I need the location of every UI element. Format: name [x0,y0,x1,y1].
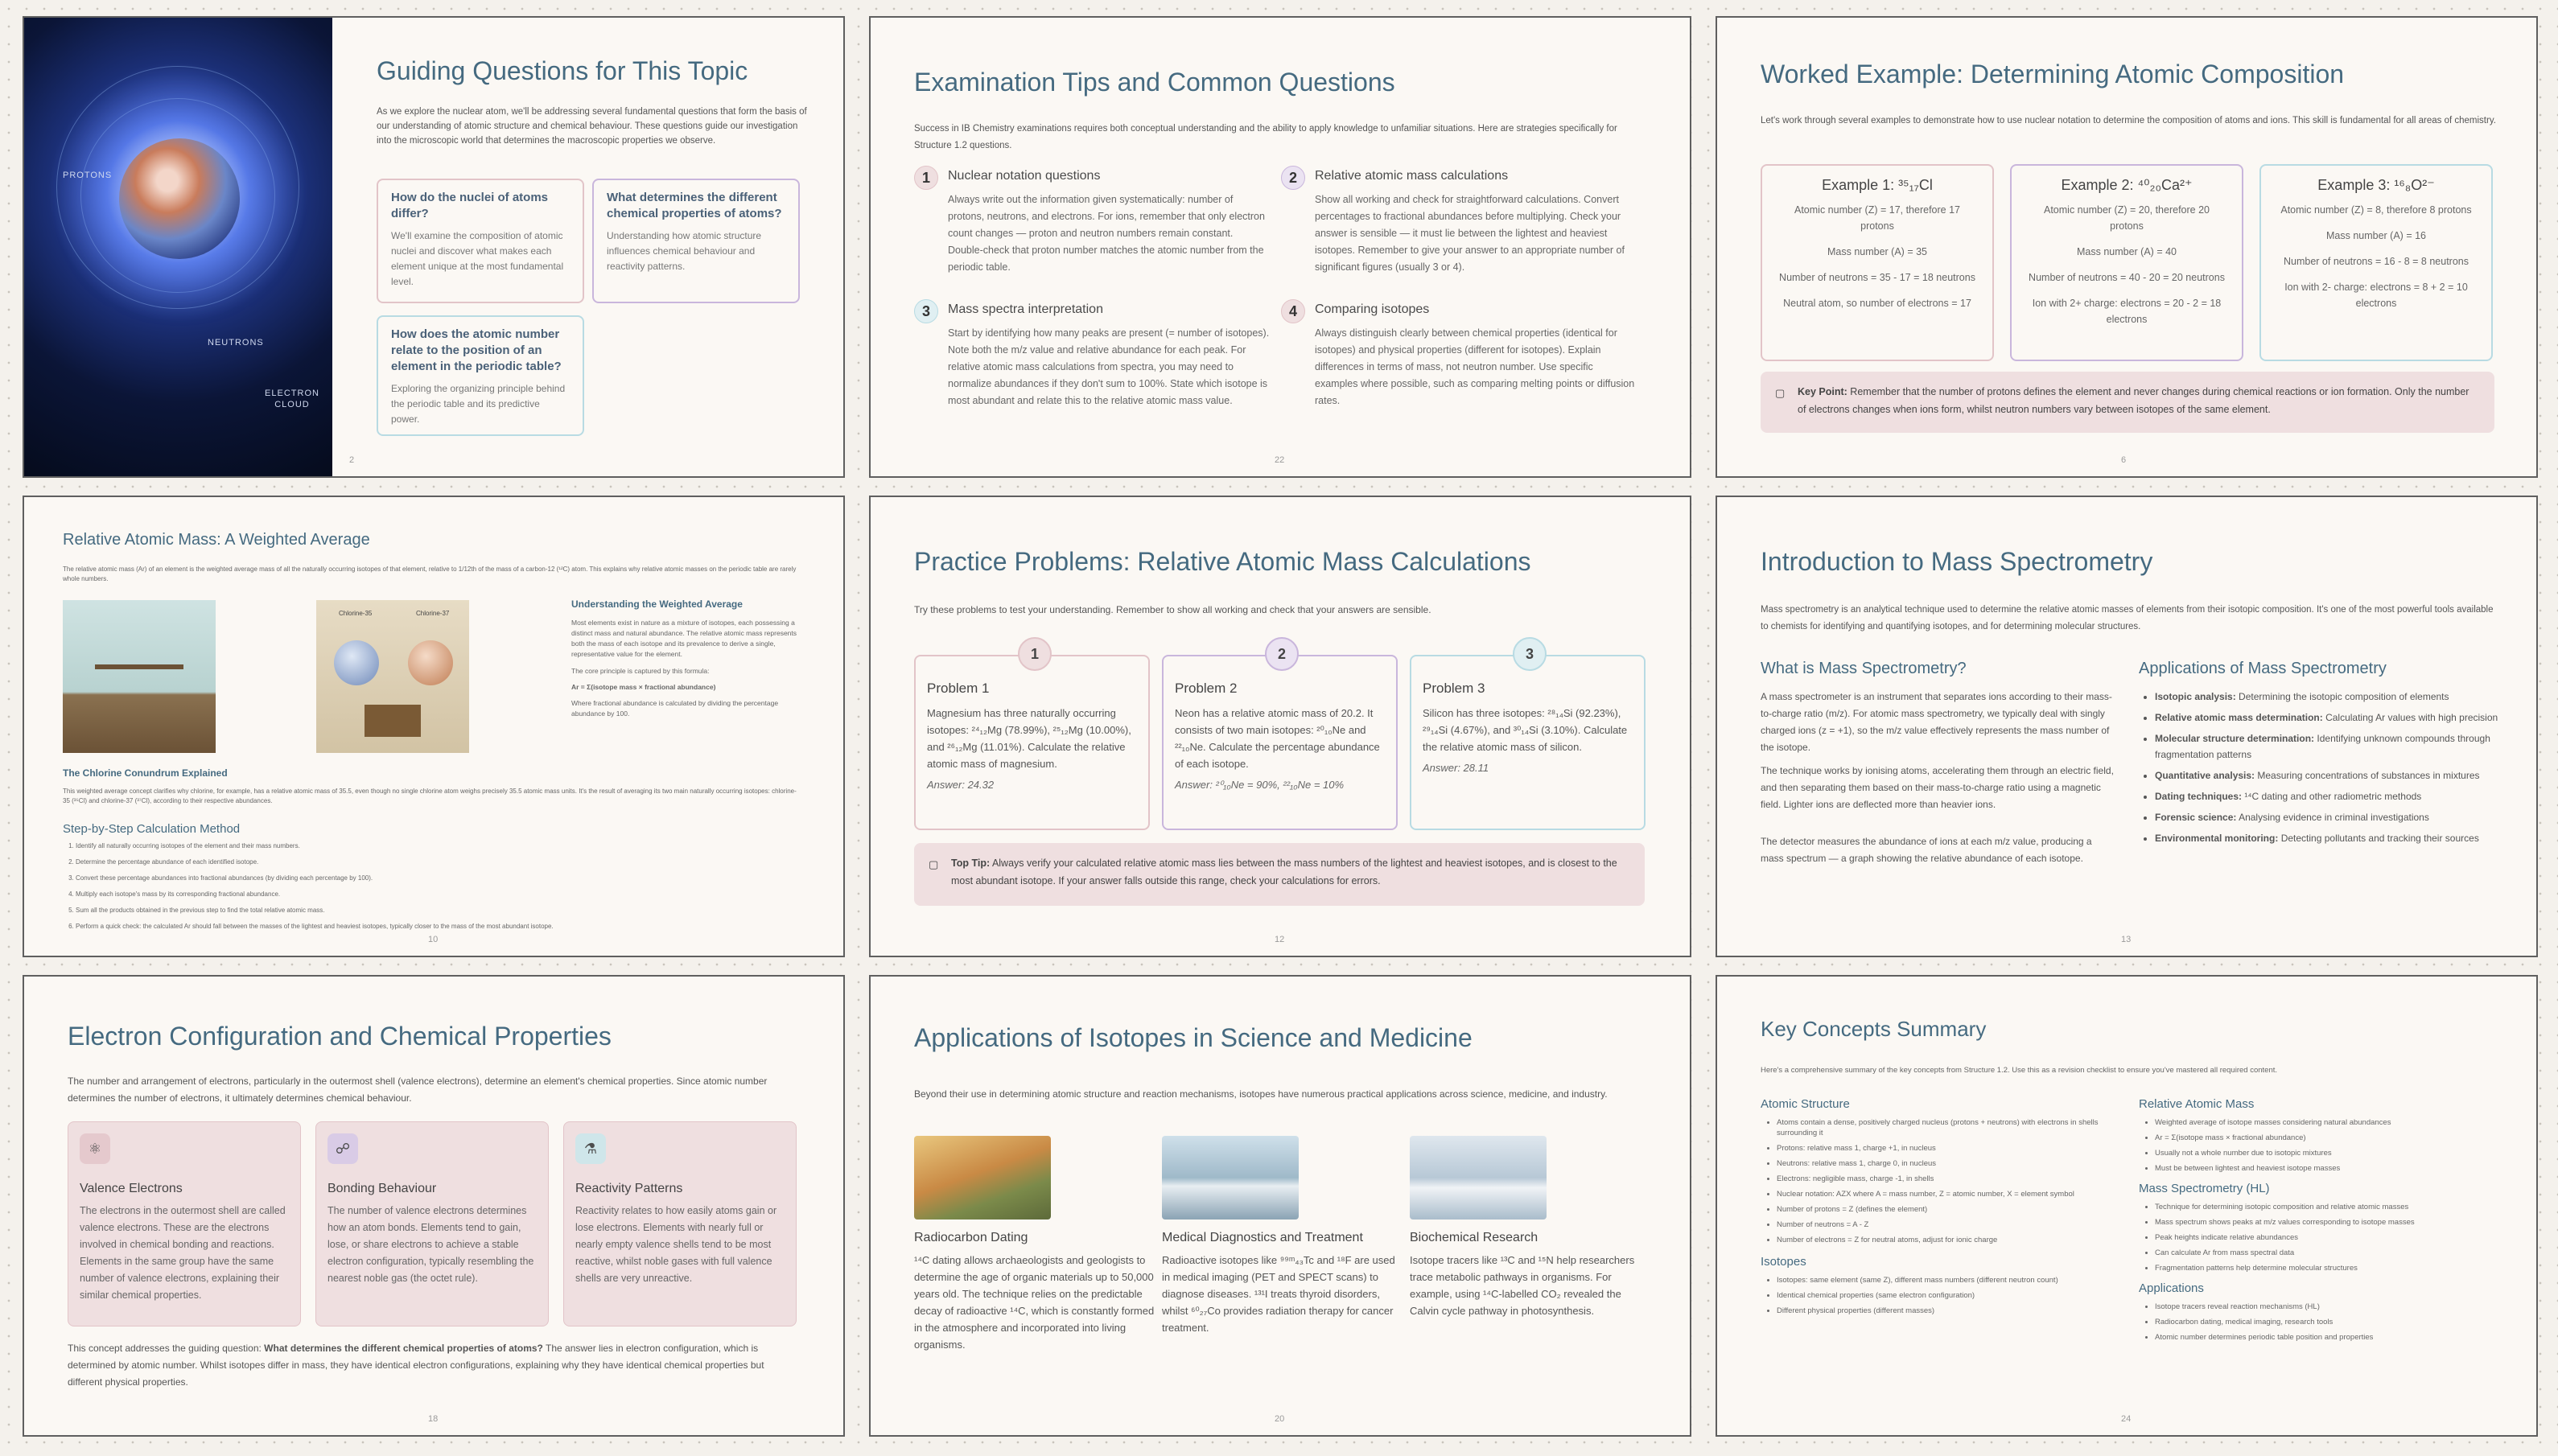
application-item [1162,1136,1403,1336]
slide-intro: Success in IB Chemistry examinations requires both conceptual understanding and the ability to apply knowledge to unfamiliar situations. Here are strategies specifically for Structure 1.2 questions. [914,124,1617,150]
slide-title: Practice Problems: Relative Atomic Mass Calculations [914,547,1531,576]
slide-title: Applications of Isotopes in Science and Medicine [914,1023,1473,1052]
atom-icon [334,640,379,685]
tip-number: 3 [914,299,938,323]
list-item: • Quantitative analysis: Measuring concentrations of substances in mixtures [2155,767,2509,784]
problem-text: Magnesium has three naturally occurring isotopes: ²⁴₁₂Mg (78.99%), ²⁵₁₂Mg (10.00%), and ²⁶₁₂Mg (11.01%). Calculate the relative atomic mass of magnesium. [927,707,1131,770]
label-electron-cloud: ELECTRON CLOUD [265,389,319,409]
tip-title: Relative atomic mass calculations [1315,169,1509,183]
slide-intro: As we explore the nuclear atom, we'll be addressing several fundamental questions that form the basis of our understanding of atomic structure and chemical behaviour. These questions guide our investigation into the microscopic world that determines the macroscopic properties we observe. [377,107,807,146]
list-item: • Protons: relative mass 1, charge +1, in nucleus [1777,1143,2115,1154]
problem-number-badge: 1 [1018,637,1052,671]
question-card[interactable] [592,179,800,303]
slide-title: Relative Atomic Mass: A Weighted Average [63,531,370,549]
steps-list [63,838,816,935]
tip-text: Always write out the information given systematically: number of protons, neutrons, and electrons. For ions, remember that only electron count changes — proton and neutron numbers remain constant. Double-check that proton number matches the atomic number from the periodic table. [948,194,1265,273]
application-item [1410,1136,1651,1319]
example-line: Atomic number (Z) = 8, therefore 8 protons [2280,204,2472,216]
tip-title: Comparing isotopes [1315,302,1430,316]
slide-title: Electron Configuration and Chemical Properties [68,1022,612,1051]
question-text: We'll examine the composition of atomic nuclei and discover what makes each element unique at the most fundamental level. [391,230,564,287]
application-text: Radioactive isotopes like ⁹⁹ᵐ₄₃Tc and ¹⁸F are used in medical imaging (PET and SPECT scans) to diagnose diseases. ¹³¹I treats thyroid disorders, whilst ⁶⁰₂₇Co provides radiation therapy for cancer treatment. [1162,1254,1395,1334]
concept-card [563,1121,797,1326]
application-title: Radiocarbon Dating [914,1231,1028,1244]
question-title: What determines the different chemical properties of atoms? [607,191,782,220]
question-card[interactable] [377,179,584,303]
list-item: • Nuclear notation: AZX where A = mass number, Z = atomic number, X = element symbol [1777,1189,2115,1199]
page-number: 22 [1275,455,1285,465]
step-item: 5. Sum all the products obtained in the previous step to find the total relative atomic mass. [76,903,816,919]
slide-intro: The relative atomic mass (Ar) of an element is the weighted average mass of all the naturally occurring isotopes of that element, relative to 1/12th of the mass of a carbon-12 (¹²C) atom. This explains why relative atomic masses on the periodic table are rarely whole numbers. [63,566,797,582]
applications-list [2139,689,2509,851]
summary-list [2139,1302,2493,1343]
list-item: • Dating techniques: ¹⁴C dating and other radiometric methods [2155,788,2509,804]
section-title: Applications [2139,1281,2204,1295]
summary-list [1761,1275,2115,1316]
tip-title: Nuclear notation questions [948,169,1101,183]
list-item: • Weighted average of isotope masses considering natural abundances [2155,1117,2493,1128]
atom-illustration [24,18,332,476]
slide-worked-example[interactable] [1716,16,2538,478]
list-item: • Neutrons: relative mass 1, charge 0, in nucleus [1777,1158,2115,1169]
example-line: Neutral atom, so number of electrons = 17 [1783,298,1971,309]
list-item: • Number of neutrons = A - Z [1777,1220,2115,1230]
question-text: Understanding how atomic structure influences chemical behaviour and reactivity patterns. [607,230,762,272]
page-number: 10 [428,935,439,944]
slide-intro: The number and arrangement of electrons, particularly in the outermost shell (valence electrons), determine an element's chemical properties. Since atomic number determines the number of electrons, it ultimately determines chemical behaviour. [68,1076,768,1104]
application-text: ¹⁴C dating allows archaeologists and geologists to determine the age of organic materials up to 50,000 years old. The technique relies on the predictable decay of radioactive ¹⁴C, which is constantly formed in the atmosphere and incorporated into living organisms. [914,1254,1155,1351]
radiocarbon-dating-image [914,1136,1051,1220]
slide-title: Key Concepts Summary [1761,1017,1987,1041]
application-title: Biochemical Research [1410,1231,1539,1244]
list-item: • Number of protons = Z (defines the element) [1777,1204,2115,1215]
list-item: • Ar = Σ(isotope mass × fractional abundance) [2155,1133,2493,1143]
lab-research-image [1410,1136,1547,1220]
atom-icon [408,640,453,685]
summary-list [2139,1202,2493,1273]
tip-number: 1 [914,166,938,190]
balance-scale-photo [63,600,216,753]
step-item: 6. Perform a quick check: the calculated Ar should fall between the masses of the lightest and heaviest isotopes, typically closer to the mass of the most abundant isotope. [76,919,816,935]
example-card [2259,164,2493,361]
question-text: Exploring the organizing principle behind the periodic table and its predictive power. [391,383,566,425]
tip-text: Always distinguish clearly between chemical properties (identical for isotopes) and physical properties (different for isotopes). Explain differences in terms of mass, not neutron number. Use specific examples where possible, such as comparing melting points or diffusion rates. [1315,327,1635,406]
list-item: • Number of electrons = Z for neutral atoms, adjust for ionic charge [1777,1235,2115,1245]
tip-text: Show all working and check for straightforward calculations. Convert percentages to fractional abundances before multiplying. Check your answer is sensible — it must lie between the lightest and heaviest isotopes. Remember to give your answer to an appropriate number of significant figures (usually 3 or 4). [1315,194,1625,273]
page-number: 12 [1275,935,1285,944]
problem-title: Problem 1 [927,681,990,696]
flask-icon: ⚗ [575,1133,606,1164]
section-title: Atomic Structure [1761,1097,1850,1111]
section-title: Understanding the Weighted Average [571,598,743,610]
list-item: • Atomic number determines periodic table position and properties [2155,1332,2493,1343]
concept-card [315,1121,549,1326]
paragraph: Where fractional abundance is calculated by dividing the percentage abundance by 100. [571,699,779,718]
note-icon: ▢ [929,858,939,870]
problem-answer: Answer: 24.32 [927,779,995,791]
orbit-ring [80,98,275,293]
section-title: Relative Atomic Mass [2139,1097,2255,1111]
problem-answer: Answer: ²⁰₁₀Ne = 90%, ²²₁₀Ne = 10% [1175,779,1345,791]
key-point-text: Remember that the number of protons defines the element and never changes during chemical reactions or ion formation. Only the number of electrons changes when ions form, whilst neutron numbers vary between isotopes of the same element. [1798,386,2469,415]
slide-intro: Mass spectrometry is an analytical technique used to determine the relative atomic masses of elements from their isotopic composition. It's one of the most powerful tools available to chemists for identifying and quantifying isotopes, and for determining molecular structures. [1761,605,2494,631]
slide-exam-tips[interactable] [869,16,1691,478]
summary-column-left [1761,1097,2115,1321]
list-item: • Usually not a whole number due to isotopic mixtures [2155,1148,2493,1158]
section-title: What is Mass Spectrometry? [1761,660,1967,677]
card-title: Valence Electrons [80,1182,183,1195]
example-line: Number of neutrons = 16 - 8 = 8 neutrons [2284,256,2469,267]
example-line: Number of neutrons = 40 - 20 = 20 neutrons [2029,272,2225,283]
list-item: • Molecular structure determination: Identifying unknown compounds through fragmentation patterns [2155,730,2509,763]
slide-mass-spectrometry[interactable] [1716,496,2538,957]
card-text: Reactivity relates to how easily atoms gain or lose electrons. Elements with nearly full or nearly empty valence shells tend to be most reactive, whilst noble gases with full valence shells are very unreactive. [575,1205,777,1284]
paragraph: Most elements exist in nature as a mixture of isotopes, each possessing a distinct mass and natural abundance. The relative atomic mass represents both the mass of each isotope and its prevalence to derive a single, representative value for the element. [571,619,797,658]
section-title: The Chlorine Conundrum Explained [63,767,228,779]
section-title: Step-by-Step Calculation Method [63,822,241,836]
problem-card [1162,655,1398,830]
paragraph: The technique works by ionising atoms, accelerating them through an electric field, and then separating them based on their mass-to-charge ratio using a magnetic field. Lighter ions are deflected more than heavier ions. [1761,765,2114,810]
section-title: Isotopes [1761,1255,1806,1269]
problem-text: Silicon has three isotopes: ²⁸₁₄Si (92.23%), ²⁹₁₄Si (4.67%), and ³⁰₁₄Si (3.10%). Calculate the relative atomic mass of silicon. [1423,707,1628,753]
application-text: Isotope tracers like ¹³C and ¹⁵N help researchers trace metabolic pathways in organisms. For example, using ¹⁴C-labelled CO₂ revealed the Calvin cycle pathway in photosynthesis. [1410,1254,1635,1317]
note-icon: ▢ [1775,387,1786,399]
top-tip-text: Always verify your calculated relative atomic mass lies between the mass numbers of the lightest and heaviest isotopes, and is closest to the most abundant isotope. If your answer falls outside this range, check your calculations for errors. [951,858,1617,886]
problem-number-badge: 3 [1513,637,1547,671]
list-item: • Mass spectrum shows peaks at m/z values corresponding to isotope masses [2155,1217,2493,1228]
list-item: • Isotopic analysis: Determining the isotopic composition of elements [2155,689,2509,705]
slide-relative-atomic-mass[interactable] [23,496,845,957]
example-line: Atomic number (Z) = 17, therefore 17 protons [1794,204,1960,232]
summary-column-right [2139,1097,2493,1347]
problem-answer: Answer: 28.11 [1423,762,1489,774]
example-line: Mass number (A) = 35 [1827,246,1927,257]
slide-isotope-applications[interactable] [869,975,1691,1437]
list-item: • Atoms contain a dense, positively charged nucleus (protons + neutrons) with electrons in shells surrounding it [1777,1117,2115,1138]
list-item: • Forensic science: Analysing evidence in criminal investigations [2155,809,2509,825]
page-number: 18 [428,1414,439,1424]
problem-card [914,655,1150,830]
slide-title: Guiding Questions for This Topic [377,56,748,85]
summary-list [2139,1117,2493,1174]
list-item: • Different physical properties (different masses) [1777,1306,2115,1316]
slide-intro: Let's work through several examples to demonstrate how to use nuclear notation to determine the composition of atoms and ions. This skill is fundamental for all areas of chemistry. [1761,116,2496,125]
list-item: • Radiocarbon dating, medical imaging, research tools [2155,1317,2493,1327]
paragraph: The detector measures the abundance of ions at each m/z value, producing a mass spectrum — a graph showing the relative abundance of each isotope. [1761,836,2092,864]
tip-title: Mass spectra interpretation [948,302,1103,316]
medical-imaging-image [1162,1136,1299,1220]
tip-number: 4 [1281,299,1305,323]
label-cl37: Chlorine-37 [416,610,450,617]
application-title: Medical Diagnostics and Treatment [1162,1231,1363,1244]
question-title: How does the atomic number relate to the position of an element in the periodic table? [391,327,562,373]
list-item: • Isotopes: same element (same Z), different mass numbers (different neutron count) [1777,1275,2115,1285]
key-point-box [1761,372,2494,433]
slide-title: Introduction to Mass Spectrometry [1761,547,2153,576]
conclusion-text: This concept addresses the guiding question: What determines the different chemical properties of atoms? The answer lies in electron configuration, which is determined by atomic number. Whilst isotopes differ in mass, they have identical electron configurations, explaining why they have identical chemical properties but different physical properties. [68,1343,764,1388]
slide-key-concepts-summary[interactable] [1716,975,2538,1437]
slide-intro: Beyond their use in determining atomic structure and reaction mechanisms, isotopes have numerous practical applications across science, medicine, and industry. [914,1088,1608,1100]
section-title: Applications of Mass Spectrometry [2139,660,2387,677]
problem-card [1410,655,1646,830]
atom-icon: ⚛ [80,1133,110,1164]
top-tip-box [914,843,1645,906]
list-item: • Technique for determining isotopic composition and relative atomic masses [2155,1202,2493,1212]
list-item: • Relative atomic mass determination: Calculating Ar values with high precision [2155,709,2509,726]
section-title: Mass Spectrometry (HL) [2139,1182,2270,1195]
page-number: 24 [2121,1414,2132,1424]
card-title: Reactivity Patterns [575,1182,683,1195]
problem-text: Neon has a relative atomic mass of 20.2. It consists of two main isotopes: ²⁰₁₀Ne and ²²₁₀Ne. Calculate the percentage abundance of each isotope. [1175,707,1380,770]
list-item: • Can calculate Ar from mass spectral data [2155,1248,2493,1258]
step-item: 2. Determine the percentage abundance of each identified isotope. [76,854,816,870]
question-card[interactable] [377,315,584,436]
application-item [914,1136,1155,1353]
label-neutrons: NEUTRONS [208,338,264,348]
list-item: • Must be between lightest and heaviest isotope masses [2155,1163,2493,1174]
paragraph: A mass spectrometer is an instrument that separates ions according to their mass-to-charge ratio (m/z). For atomic mass spectrometry, we typically deal with singly charged ions (z = +1), so the m/z value effectively represents the mass number of the isotope. [1761,691,2112,753]
card-title: Bonding Behaviour [327,1182,437,1195]
slide-practice-problems[interactable] [869,496,1691,957]
card-text: The electrons in the outermost shell are called valence electrons. These are the electrons involved in chemical bonding and reactions. Elements in the same group have the same number of valence electrons, explaining their similar chemical properties. [80,1205,286,1301]
example-card [1761,164,1994,361]
scale-beam [95,664,183,669]
list-item: • Environmental monitoring: Detecting pollutants and tracking their sources [2155,830,2509,846]
formula: Ar = Σ(isotope mass × fractional abundance) [571,683,716,691]
tip-number: 2 [1281,166,1305,190]
question-title: How do the nuclei of atoms differ? [391,191,549,220]
card-text: The number of valence electrons determines how an atom bonds. Elements tend to gain, lose, or share electrons to achieve a stable electron configuration, typically resembling the nearest noble gas (the octet rule). [327,1205,534,1284]
page-number: 13 [2121,935,2132,944]
slide-title: Examination Tips and Common Questions [914,68,1395,97]
list-item: • Identical chemical properties (same electron configuration) [1777,1290,2115,1301]
problem-title: Problem 2 [1175,681,1238,696]
example-card [2010,164,2243,361]
chlorine-isotopes-illustration [316,600,469,753]
list-item: • Isotope tracers reveal reaction mechanisms (HL) [2155,1302,2493,1312]
list-item: • Peak heights indicate relative abundances [2155,1232,2493,1243]
example-title: Example 1: ³⁵₁₇Cl [1822,177,1933,193]
example-line: Ion with 2+ charge: electrons = 20 - 2 = 18 electrons [2032,298,2222,325]
example-line: Mass number (A) = 16 [2325,230,2426,241]
step-item: 3. Convert these percentage abundances into fractional abundances (by dividing each percentage by 100). [76,870,816,886]
step-item: 4. Multiply each isotope's mass by its corresponding fractional abundance. [76,886,816,903]
example-line: Ion with 2- charge: electrons = 8 + 2 = 10 electrons [2284,282,2468,309]
list-item: • Fragmentation patterns help determine molecular structures [2155,1263,2493,1273]
top-tip-label: Top Tip: [951,858,991,869]
label-cl35: Chlorine-35 [339,610,373,617]
label-protons: PROTONS [63,171,113,180]
paragraph: The core principle is captured by this formula: [571,667,710,675]
scale-base [365,705,421,737]
list-item: • Electrons: negligible mass, charge -1, in shells [1777,1174,2115,1184]
page-number: 6 [2121,455,2127,465]
example-line: Atomic number (Z) = 20, therefore 20 protons [2044,204,2210,232]
slide-intro: Here's a comprehensive summary of the key concepts from Structure 1.2. Use this as a revision checklist to ensure you've mastered all required content. [1761,1066,2278,1075]
summary-list [1761,1117,2115,1245]
concept-card [68,1121,301,1326]
example-line: Mass number (A) = 40 [2076,246,2177,257]
example-title: Example 3: ¹⁶₈O²⁻ [2317,177,2435,193]
slide-electron-configuration[interactable] [23,975,845,1437]
slide-title: Worked Example: Determining Atomic Composition [1761,60,2345,88]
page-number: 2 [349,455,355,465]
link-icon: ☍ [327,1133,358,1164]
slide-intro: Try these problems to test your understanding. Remember to show all working and check that your answers are sensible. [914,604,1431,615]
page-number: 20 [1275,1414,1285,1424]
paragraph: This weighted average concept clarifies why chlorine, for example, has a relative atomic mass of 35.5, even though no single chlorine atom weighs precisely 35.5 atomic mass units. It's the result of averaging its two main naturally occurring isotopes: chlorine-35 (³⁵Cl) and chlorine-37 (³⁷Cl), according to their respective abundances. [63,788,797,804]
example-line: Number of neutrons = 35 - 17 = 18 neutrons [1779,272,1975,283]
step-item: 1. Identify all naturally occurring isotopes of the element and their mass numbers. [76,838,816,854]
problem-number-badge: 2 [1265,637,1299,671]
tip-text: Start by identifying how many peaks are present (= number of isotopes). Note both the m/z value and relative abundance for each peak. For relative atomic mass calculations from spectra, you may need to normalize abundances if they don't sum to 100%. State which isotope is most abundant and relate this to the relative atomic mass value. [948,327,1270,406]
key-point-label: Key Point: [1798,386,1847,397]
slide-guiding-questions[interactable] [23,16,845,478]
problem-title: Problem 3 [1423,681,1485,696]
example-title: Example 2: ⁴⁰₂₀Ca²⁺ [2061,177,2193,193]
